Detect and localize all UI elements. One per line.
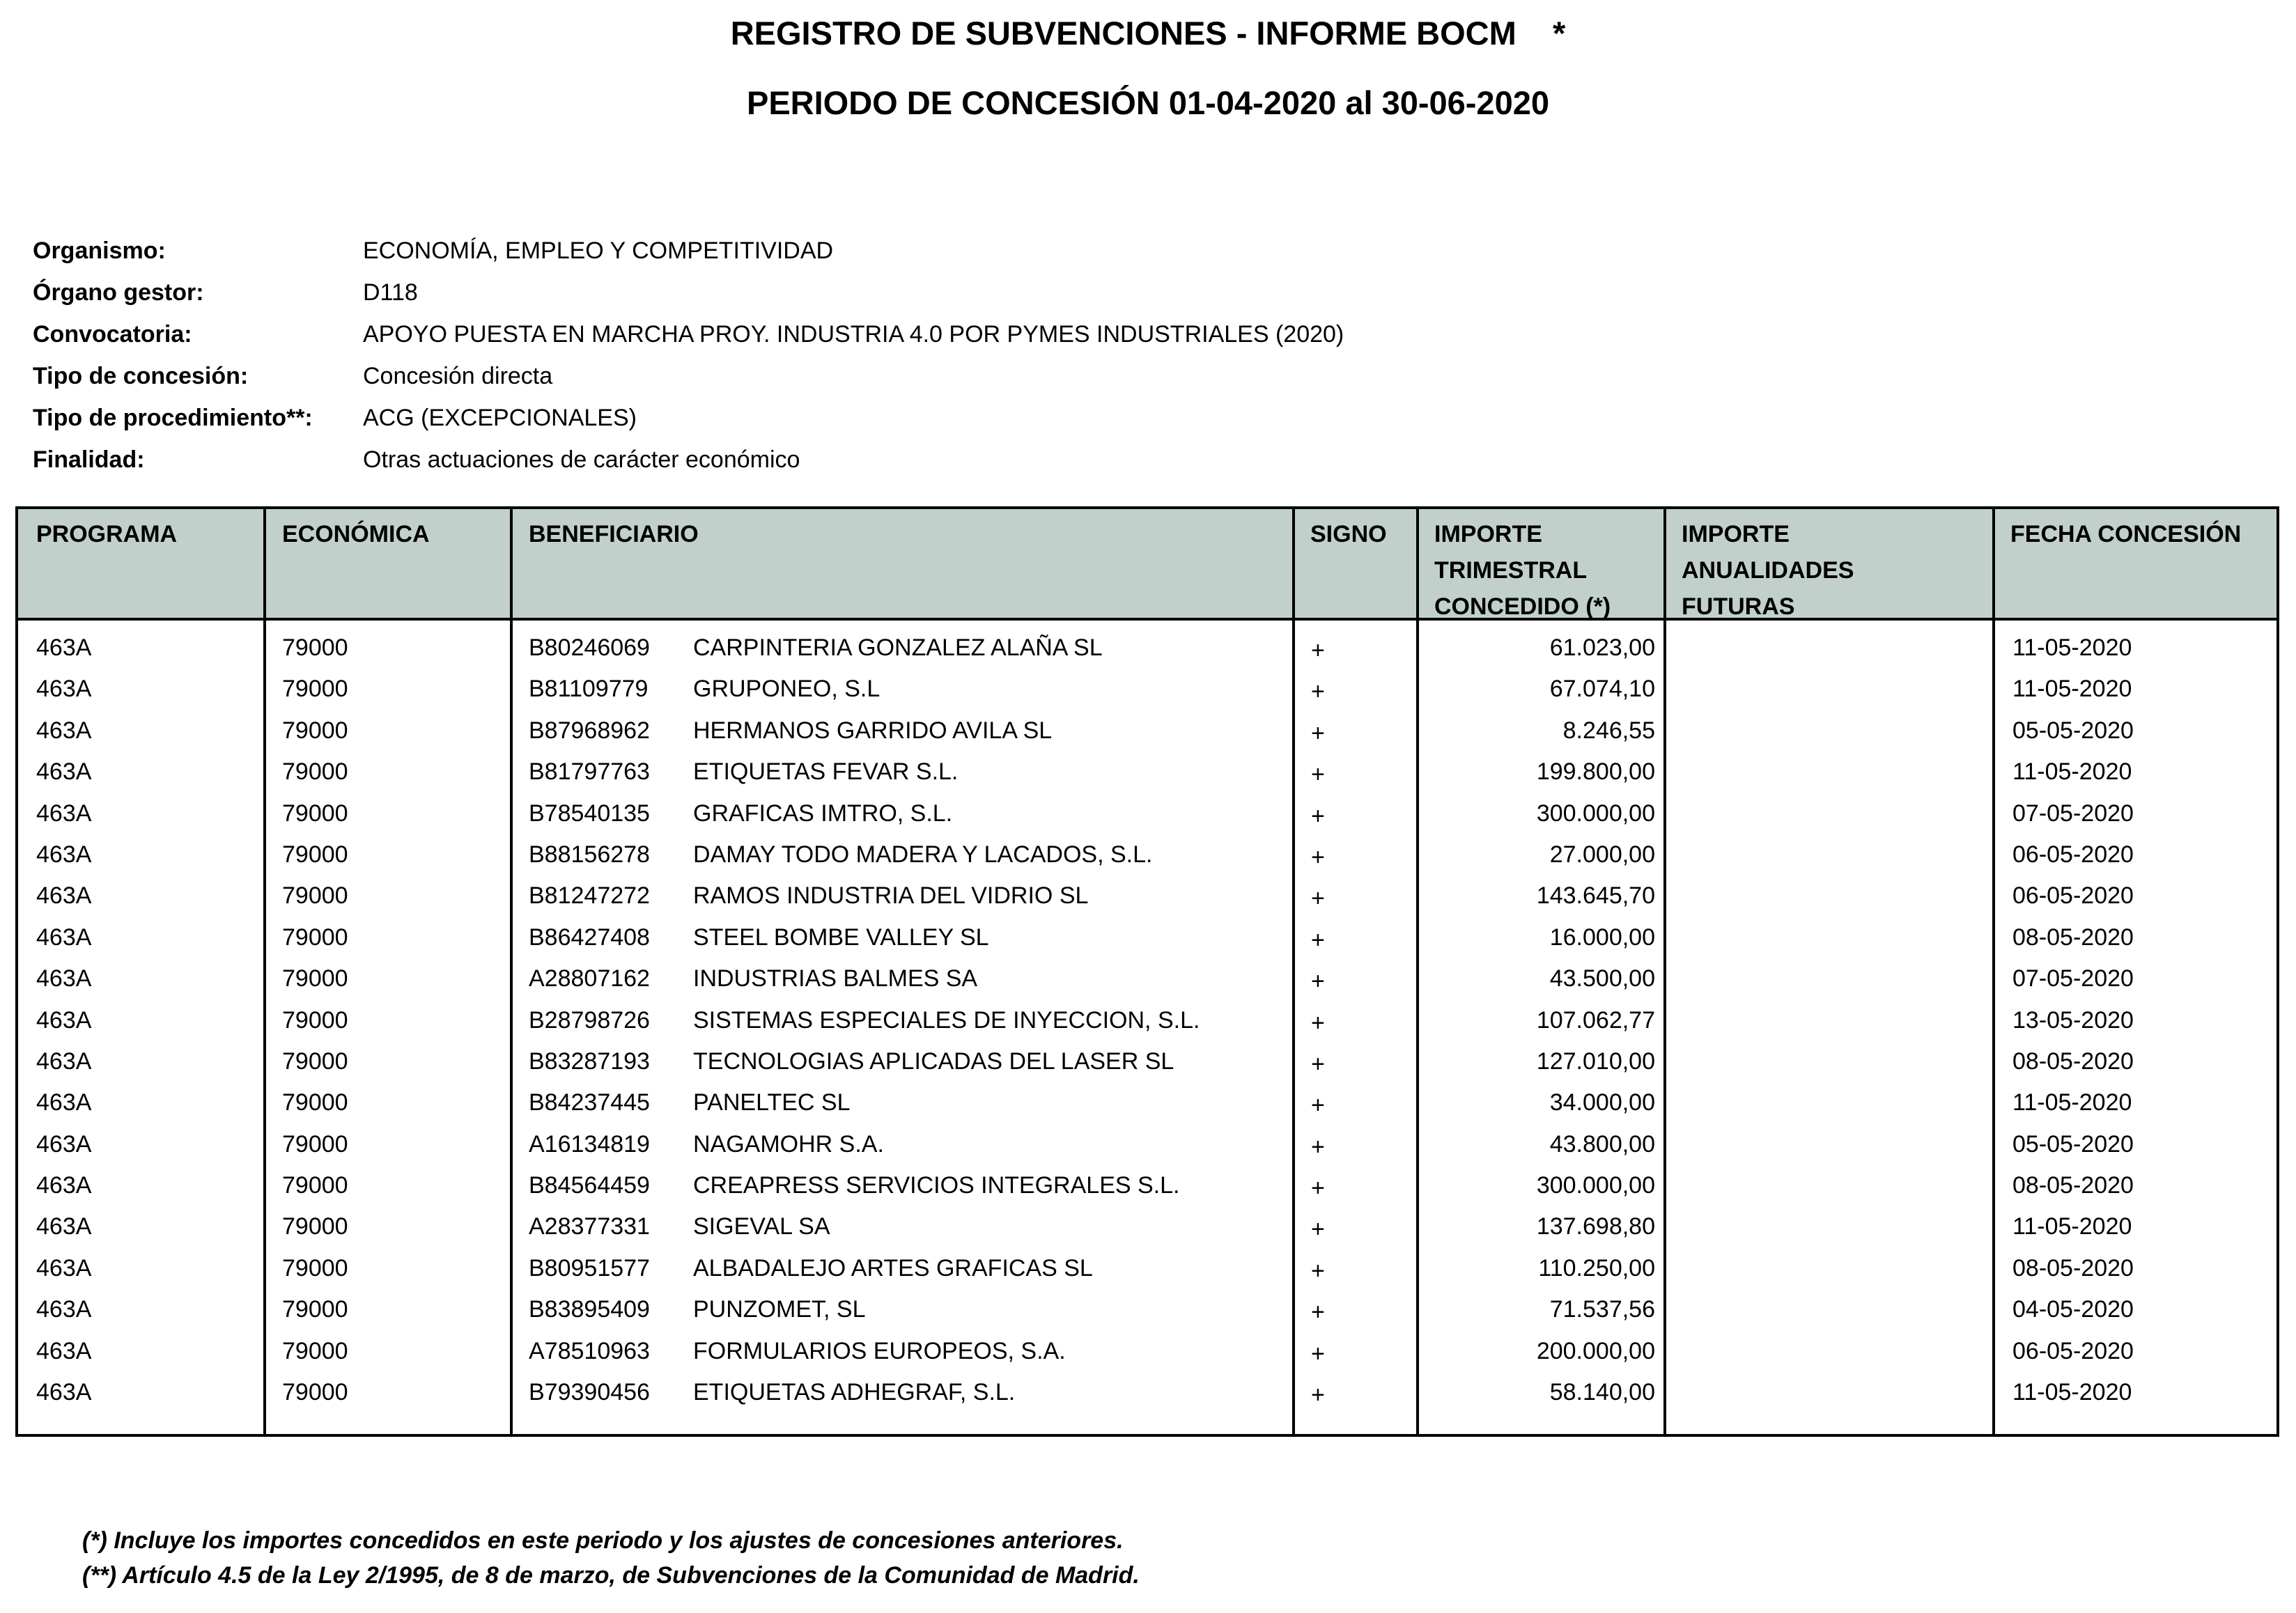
cell-beneficiario: PANELTEC SL [693, 1089, 851, 1116]
cell-importe: 300.000,00 [1536, 800, 1655, 827]
cell-programa: 463A [36, 1296, 92, 1323]
meta-label: Convocatoria: [33, 320, 192, 348]
cell-signo: + [1311, 1009, 1325, 1036]
meta-label: Organismo: [33, 237, 166, 264]
cell-beneficiario: GRAFICAS IMTRO, S.L. [693, 800, 953, 827]
cell-fecha: 08-05-2020 [2012, 924, 2134, 951]
cell-programa: 463A [36, 1254, 92, 1281]
cell-fecha: 04-05-2020 [2012, 1296, 2134, 1323]
cell-importe: 300.000,00 [1536, 1172, 1655, 1199]
table-row [18, 1330, 2276, 1371]
cell-signo: + [1311, 1382, 1325, 1409]
report-period: PERIODO DE CONCESIÓN 01-04-2020 al 30-06-2020 [746, 84, 1549, 121]
cell-fecha: 05-05-2020 [2012, 1130, 2134, 1158]
cell-nif: B88156278 [529, 841, 650, 868]
cell-fecha: 08-05-2020 [2012, 1254, 2134, 1281]
cell-importe: 43.800,00 [1549, 1130, 1655, 1158]
cell-programa: 463A [36, 800, 92, 827]
cell-programa: 463A [36, 1006, 92, 1034]
cell-economica: 79000 [282, 717, 348, 744]
cell-fecha: 05-05-2020 [2012, 717, 2134, 744]
cell-beneficiario: STEEL BOMBE VALLEY SL [693, 924, 989, 951]
cell-programa: 463A [36, 841, 92, 868]
cell-importe: 199.800,00 [1536, 758, 1655, 786]
cell-beneficiario: DAMAY TODO MADERA Y LACADOS, S.L. [693, 841, 1153, 868]
cell-economica: 79000 [282, 1006, 348, 1034]
cell-fecha: 11-05-2020 [2012, 1089, 2132, 1116]
cell-beneficiario: ETIQUETAS ADHEGRAF, S.L. [693, 1379, 1016, 1406]
cell-economica: 79000 [282, 1047, 348, 1075]
cell-signo: + [1311, 968, 1325, 995]
footnote: (*) Incluye los importes concedidos en este periodo y los ajustes de concesiones anteriores. [82, 1527, 1124, 1554]
cell-economica: 79000 [282, 1213, 348, 1240]
cell-fecha: 11-05-2020 [2012, 634, 2132, 661]
cell-fecha: 13-05-2020 [2012, 1006, 2134, 1034]
cell-fecha: 08-05-2020 [2012, 1047, 2134, 1075]
cell-nif: B87968962 [529, 717, 650, 744]
cell-programa: 463A [36, 882, 92, 910]
cell-importe: 143.645,70 [1536, 882, 1655, 910]
cell-fecha: 07-05-2020 [2012, 800, 2134, 827]
cell-programa: 463A [36, 1379, 92, 1406]
cell-signo: + [1311, 719, 1325, 747]
cell-beneficiario: SISTEMAS ESPECIALES DE INYECCION, S.L. [693, 1006, 1200, 1034]
meta-row-organo-gestor [33, 272, 1344, 313]
cell-signo: + [1311, 802, 1325, 829]
cell-importe: 110.250,00 [1538, 1254, 1655, 1281]
cell-nif: A28807162 [529, 965, 650, 992]
meta-value: Otras actuaciones de carácter económico [363, 446, 800, 473]
cell-signo: + [1311, 1340, 1325, 1367]
table-row [18, 916, 2276, 957]
cell-programa: 463A [36, 758, 92, 786]
cell-signo: + [1311, 637, 1325, 664]
cell-beneficiario: INDUSTRIAS BALMES SA [693, 965, 978, 992]
cell-programa: 463A [36, 1047, 92, 1075]
cell-beneficiario: GRUPONEO, S.L [693, 676, 881, 703]
cell-beneficiario: CREAPRESS SERVICIOS INTEGRALES S.L. [693, 1172, 1180, 1199]
header-beneficiario: BENEFICIARIO [529, 521, 699, 547]
meta-label: Órgano gestor: [33, 279, 204, 306]
cell-beneficiario: NAGAMOHR S.A. [693, 1130, 884, 1158]
cell-nif: A16134819 [529, 1130, 650, 1158]
cell-programa: 463A [36, 634, 92, 661]
table-row [18, 999, 2276, 1040]
cell-programa: 463A [36, 965, 92, 992]
meta-label: Tipo de procedimiento**: [33, 404, 313, 431]
cell-beneficiario: FORMULARIOS EUROPEOS, S.A. [693, 1337, 1066, 1364]
cell-signo: + [1311, 761, 1325, 788]
cell-beneficiario: ETIQUETAS FEVAR S.L. [693, 758, 959, 786]
table-row [18, 833, 2276, 874]
table-body [18, 626, 2276, 1412]
cell-economica: 79000 [282, 1089, 348, 1116]
table-row [18, 750, 2276, 791]
table-row [18, 667, 2276, 708]
cell-signo: + [1311, 1175, 1325, 1202]
cell-signo: + [1311, 926, 1325, 953]
cell-nif: A78510963 [529, 1337, 650, 1364]
cell-signo: + [1311, 843, 1325, 871]
cell-economica: 79000 [282, 1130, 348, 1158]
table-row [18, 626, 2276, 667]
cell-signo: + [1311, 1133, 1325, 1160]
cell-economica: 79000 [282, 1296, 348, 1323]
header-fecha-concesion: FECHA CONCESIÓN [2010, 521, 2242, 547]
cell-economica: 79000 [282, 676, 348, 703]
cell-nif: B81797763 [529, 758, 650, 786]
cell-beneficiario: HERMANOS GARRIDO AVILA SL [693, 717, 1053, 744]
cell-fecha: 11-05-2020 [2012, 758, 2132, 786]
table-row [18, 1164, 2276, 1205]
cell-economica: 79000 [282, 1337, 348, 1364]
cell-fecha: 11-05-2020 [2012, 676, 2132, 703]
meta-value: ECONOMÍA, EMPLEO Y COMPETITIVIDAD [363, 237, 834, 264]
cell-nif: B80246069 [529, 634, 650, 661]
table-row [18, 1123, 2276, 1164]
cell-importe: 16.000,00 [1549, 924, 1655, 951]
cell-beneficiario: SIGEVAL SA [693, 1213, 830, 1240]
cell-economica: 79000 [282, 800, 348, 827]
cell-nif: B83287193 [529, 1047, 650, 1075]
cell-economica: 79000 [282, 924, 348, 951]
meta-value: D118 [363, 279, 418, 306]
header-programa: PROGRAMA [36, 521, 178, 547]
cell-nif: B84564459 [529, 1172, 650, 1199]
cell-signo: + [1311, 1216, 1325, 1243]
cell-programa: 463A [36, 1089, 92, 1116]
table-row [18, 874, 2276, 915]
cell-fecha: 06-05-2020 [2012, 1337, 2134, 1364]
cell-nif: B79390456 [529, 1379, 650, 1406]
cell-nif: B86427408 [529, 924, 650, 951]
meta-label: Finalidad: [33, 446, 145, 473]
cell-importe: 58.140,00 [1549, 1379, 1655, 1406]
cell-signo: + [1311, 1257, 1325, 1284]
cell-fecha: 08-05-2020 [2012, 1172, 2134, 1199]
metadata-block [33, 230, 1344, 481]
cell-beneficiario: ALBADALEJO ARTES GRAFICAS SL [693, 1254, 1093, 1281]
cell-nif: B84237445 [529, 1089, 650, 1116]
table-row [18, 1081, 2276, 1122]
cell-economica: 79000 [282, 634, 348, 661]
cell-fecha: 06-05-2020 [2012, 841, 2134, 868]
header-signo: SIGNO [1310, 521, 1387, 547]
cell-fecha: 07-05-2020 [2012, 965, 2134, 992]
cell-economica: 79000 [282, 841, 348, 868]
cell-economica: 79000 [282, 1379, 348, 1406]
cell-programa: 463A [36, 1172, 92, 1199]
cell-fecha: 11-05-2020 [2012, 1379, 2132, 1406]
meta-value: Concesión directa [363, 362, 553, 389]
cell-importe: 27.000,00 [1549, 841, 1655, 868]
cell-fecha: 11-05-2020 [2012, 1213, 2132, 1240]
header-importe-trimestral: IMPORTE TRIMESTRAL CONCEDIDO (*) [1434, 521, 1611, 620]
table-row [18, 1371, 2276, 1412]
meta-row-tipo-procedimiento [33, 397, 1344, 439]
cell-fecha: 06-05-2020 [2012, 882, 2134, 910]
header-economica: ECONÓMICA [282, 521, 430, 547]
meta-label: Tipo de concesión: [33, 362, 249, 389]
cell-signo: + [1311, 1092, 1325, 1119]
meta-value: ACG (EXCEPCIONALES) [363, 404, 637, 431]
meta-row-tipo-concesion [33, 355, 1344, 397]
cell-importe: 200.000,00 [1536, 1337, 1655, 1364]
cell-economica: 79000 [282, 965, 348, 992]
meta-value: APOYO PUESTA EN MARCHA PROY. INDUSTRIA 4.0 POR PYMES INDUSTRIALES (2020) [363, 320, 1344, 348]
cell-programa: 463A [36, 1213, 92, 1240]
cell-signo: + [1311, 1050, 1325, 1077]
cell-nif: B28798726 [529, 1006, 650, 1034]
cell-importe: 34.000,00 [1549, 1089, 1655, 1116]
cell-programa: 463A [36, 676, 92, 703]
cell-nif: B81247272 [529, 882, 650, 910]
footnote: (**) Artículo 4.5 de la Ley 2/1995, de 8 de marzo, de Subvenciones de la Comunidad de Madrid. [82, 1562, 1140, 1589]
cell-signo: + [1311, 885, 1325, 912]
footnotes [82, 1527, 1140, 1597]
cell-economica: 79000 [282, 758, 348, 786]
cell-programa: 463A [36, 1130, 92, 1158]
cell-importe: 137.698,80 [1536, 1213, 1655, 1240]
cell-nif: B78540135 [529, 800, 650, 827]
cell-signo: + [1311, 1299, 1325, 1326]
subsidies-table [15, 506, 2279, 1437]
cell-importe: 8.246,55 [1562, 717, 1655, 744]
cell-nif: B81109779 [529, 676, 649, 703]
cell-beneficiario: CARPINTERIA GONZALEZ ALAÑA SL [693, 634, 1103, 661]
table-row [18, 709, 2276, 750]
meta-row-finalidad [33, 439, 1344, 481]
cell-economica: 79000 [282, 882, 348, 910]
cell-nif: A28377331 [529, 1213, 650, 1240]
report-title: REGISTRO DE SUBVENCIONES - INFORME BOCM * [730, 15, 1566, 52]
table-row [18, 957, 2276, 998]
table-row [18, 1205, 2276, 1246]
cell-beneficiario: PUNZOMET, SL [693, 1296, 866, 1323]
cell-programa: 463A [36, 1337, 92, 1364]
cell-signo: + [1311, 678, 1325, 706]
table-row [18, 1288, 2276, 1329]
meta-row-convocatoria [33, 313, 1344, 355]
cell-programa: 463A [36, 717, 92, 744]
cell-economica: 79000 [282, 1254, 348, 1281]
cell-beneficiario: RAMOS INDUSTRIA DEL VIDRIO SL [693, 882, 1089, 910]
table-row [18, 792, 2276, 833]
cell-importe: 43.500,00 [1549, 965, 1655, 992]
cell-beneficiario: TECNOLOGIAS APLICADAS DEL LASER SL [693, 1047, 1174, 1075]
cell-importe: 127.010,00 [1536, 1047, 1655, 1075]
cell-importe: 107.062,77 [1536, 1006, 1655, 1034]
cell-nif: B83895409 [529, 1296, 650, 1323]
meta-row-organismo [33, 230, 1344, 272]
cell-programa: 463A [36, 924, 92, 951]
table-row [18, 1040, 2276, 1081]
cell-importe: 61.023,00 [1549, 634, 1655, 661]
cell-economica: 79000 [282, 1172, 348, 1199]
cell-importe: 67.074,10 [1549, 676, 1655, 703]
header-importe-anualidades: IMPORTE ANUALIDADES FUTURAS [1682, 521, 1854, 620]
table-row [18, 1247, 2276, 1288]
cell-nif: B80951577 [529, 1254, 650, 1281]
cell-importe: 71.537,56 [1549, 1296, 1655, 1323]
